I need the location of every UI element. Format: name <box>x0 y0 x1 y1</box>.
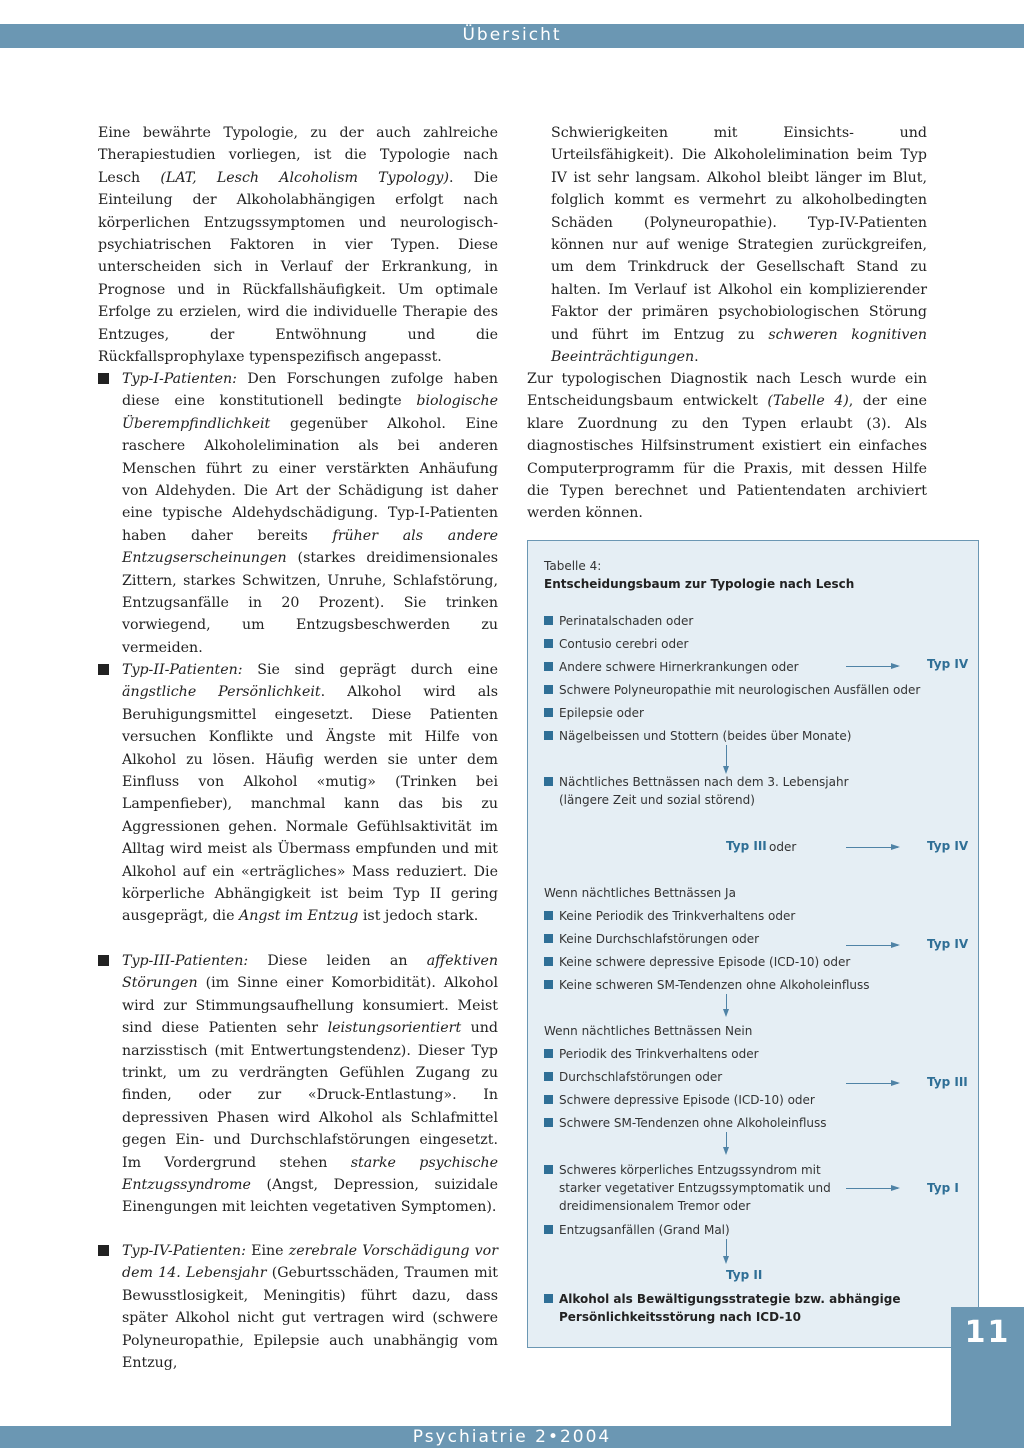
list-item: Keine Periodik des Trinkverhaltens oder <box>544 909 795 924</box>
bullet-square-icon <box>544 616 553 625</box>
oder-label: oder <box>769 840 797 854</box>
arrow-right-icon <box>846 1188 898 1189</box>
table-caption: Tabelle 4: <box>544 559 602 573</box>
type-label-i: Typ I <box>927 1181 959 1195</box>
list-item: Epilepsie oder <box>544 706 644 721</box>
bullet-square-icon <box>544 1095 553 1104</box>
arrow-right-icon <box>846 945 898 946</box>
group-heading: Wenn nächtliches Bettnässen Ja <box>544 886 736 900</box>
bullet-square-icon <box>98 955 109 966</box>
typ4-continuation: Schwierigkeiten mit Einsichts- und Urteilsfähigkeit). Die Alkoholelimination beim Typ IV ist sehr langsam. Alkohol bleibt länger im Blut, folglich kommt es vermehrt zu alkoholbedingten Schäden (Polyneuropathie). Typ-IV-Patienten können nur auf wenige Strategien zurückgreifen, um dem Trinkdruck der Gesellschaft Stand zu halten. Im Verlauf ist Alkohol ein komplizierender Faktor der primären psychobiologischen Störung und führt im Entzug zu schweren kognitiven Beeinträchtigungen. <box>551 125 927 366</box>
type-label-iii: Typ III <box>726 839 767 853</box>
arrow-down-icon <box>726 745 727 771</box>
bullet-square-icon <box>544 911 553 920</box>
type-label-iv: Typ IV <box>927 839 969 853</box>
type-label-iv: Typ IV <box>927 657 969 671</box>
bullet-square-icon <box>544 957 553 966</box>
journal-title: Psychiatrie 2•2004 <box>412 1427 612 1447</box>
list-item-continuation: (längere Zeit und sozial störend) <box>559 793 755 807</box>
arrow-down-icon <box>726 994 727 1014</box>
footer-bar <box>0 1426 1024 1448</box>
list-item: Schwere Polyneuropathie mit neurologischen Ausfällen oder <box>544 683 920 698</box>
arrow-right-icon <box>846 666 898 667</box>
typ3-paragraph: Typ-III-Patienten: Diese leiden an affektiven Störungen (im Sinne einer Komorbidität). Alkohol wird zur Stimmungsaufhellung konsumiert. Meist sind diese Patienten sehr leistungsorientiert und narzisstisch (mit Entwertungstendenz). Dieser Typ trinkt, um zu verdrängten Gefühlen Zugang zu finden, oder zur «Druck-Entlastung». In depressiven Phasen wird Alkohol als Schlafmittel gegen Ein- und Durchschlafstörungen eingesetzt. Im Vordergrund stehen starke psychische Entzugssyndrome (Angst, Depression, suizidale Einengungen mit leichten vegetativen Symptomen). <box>98 950 498 1219</box>
arrow-down-icon <box>726 1132 727 1152</box>
typ1-paragraph: Typ-I-Patienten: Den Forschungen zufolge haben diese eine konstitutionell bedingte biologische Überempfindlichkeit gegenüber Alkohol. Eine raschere Alkoholelimination als bei anderen Menschen führt zu einer verstärkten Anhäufung von Aldehyden. Die Art der Schädigung ist daher eine typische Aldehydschädigung. Typ-I-Patienten haben daher bereits früher als andere Entzugserscheinungen (starkes dreidimensionales Zittern, starkes Schwitzen, Unruhe, Schlafstörung, Entzugsanfälle in 20 Prozent). Sie trinken vorwiegend, um Entzugsbeschwerden zu vermeiden. <box>98 368 498 659</box>
list-item: Perinatalschaden oder <box>544 614 693 629</box>
bullet-square-icon <box>544 639 553 648</box>
type-label-ii: Typ II <box>726 1268 763 1282</box>
typ4-paragraph: Typ-IV-Patienten: Eine zerebrale Vorschädigung vor dem 14. Lebensjahr (Geburtsschäden, Traumen mit Bewusstlosigkeit, Meningitis) führt dazu, dass später Alkohol nicht gut vertragen wird (schwere Polyneuropathie, Epilepsie auch unabhängig vom Entzug, <box>98 1240 498 1374</box>
list-item: Nägelbeissen und Stottern (beides über Monate) <box>544 729 851 744</box>
bullet-square-icon <box>544 1118 553 1127</box>
bullet-square-icon <box>544 777 553 786</box>
bullet-square-icon <box>544 685 553 694</box>
type-label-iii: Typ III <box>927 1075 968 1089</box>
list-item: Periodik des Trinkverhaltens oder <box>544 1047 759 1062</box>
bullet-square-icon <box>544 1049 553 1058</box>
bullet-square-icon <box>544 731 553 740</box>
page-number-tab <box>951 1307 1024 1426</box>
list-item: Nächtliches Bettnässen nach dem 3. Lebensjahr <box>544 775 849 790</box>
typ2-paragraph: Typ-II-Patienten: Sie sind geprägt durch eine ängstliche Persönlichkeit. Alkohol wird als Beruhigungsmittel eingesetzt. Diese Patienten versuchen Konflikte und Ängste mit Hilfe von Alkohol zu lösen. Häufig werden sie unter dem Einfluss von Alkohol «mutig» (Trinken bei Lampenfieber), manchmal kann das bis zu Aggressionen gehen. Normale Gefühlsaktivität im Alltag wird meist als Übermass empfunden und mit Alkohol auf ein «erträgliches» Mass reduziert. Die körperliche Abhängigkeit ist beim Typ II gering ausgeprägt, die Angst im Entzug ist jedoch stark. <box>98 659 498 928</box>
list-item: Schwere SM-Tendenzen ohne Alkoholeinfluss <box>544 1116 827 1131</box>
group-heading: Wenn nächtliches Bettnässen Nein <box>544 1024 753 1038</box>
page-number: 11 <box>964 1315 1011 1350</box>
type-label-iv: Typ IV <box>927 937 969 951</box>
list-item: Andere schwere Hirnerkrankungen oder <box>544 660 799 675</box>
bullet-square-icon <box>544 980 553 989</box>
list-item: Keine schwere depressive Episode (ICD-10) oder <box>544 955 850 970</box>
diagnostics-paragraph: Zur typologischen Diagnostik nach Lesch wurde ein Entscheidungsbaum entwickelt (Tabelle 4), der eine klare Zuordnung zu den Typen erlaubt (3). Als diagnostisches Hilfsinstrument existiert ein einfaches Computerprogramm für die Praxis, mit dessen Hilfe die Typen berechnet und Patientendaten archiviert werden können. <box>527 371 927 522</box>
list-item: Contusio cerebri oder <box>544 637 688 652</box>
list-item-continuation: dreidimensionalem Tremor oder <box>559 1199 751 1213</box>
bullet-square-icon <box>544 1165 553 1174</box>
intro-paragraph: Eine bewährte Typologie, zu der auch zahlreiche Therapiestudien vorliegen, ist die Typologie nach Lesch (LAT, Lesch Alcoholism Typology). Die Einteilung der Alkoholabhängigen erfolgt nach körperlichen Entzugssymptomen und neurologisch-psychiatrischen Faktoren in vier Typen. Diese unterscheiden sich in Verlauf der Erkrankung, in Prognose und in Rückfallshäufigkeit. Um optimale Erfolge zu erzielen, wird die individuelle Therapie des Entzuges, der Entwöhnung und die Rückfallsprophylaxe typenspezifisch angepasst. <box>98 125 498 366</box>
bullet-square-icon <box>544 1072 553 1081</box>
bullet-square-icon <box>98 1245 109 1256</box>
bullet-square-icon <box>544 662 553 671</box>
list-item-continuation: Persönlichkeitsstörung nach ICD-10 <box>559 1310 801 1324</box>
bullet-square-icon <box>544 1225 553 1234</box>
list-item: Keine Durchschlafstörungen oder <box>544 932 759 947</box>
decision-tree-table <box>527 540 979 1348</box>
list-item: Schweres körperliches Entzugssyndrom mit <box>544 1163 821 1178</box>
section-title: Übersicht <box>462 25 562 45</box>
bullet-square-icon <box>544 708 553 717</box>
table-title: Entscheidungsbaum zur Typologie nach Lesch <box>544 577 855 591</box>
bullet-square-icon <box>544 1294 553 1303</box>
bullet-square-icon <box>98 664 109 675</box>
bullet-square-icon <box>544 934 553 943</box>
header-bar <box>0 24 1024 48</box>
list-item-continuation: starker vegetativer Entzugssymptomatik und <box>559 1181 831 1195</box>
arrow-down-icon <box>726 1239 727 1261</box>
arrow-right-icon <box>846 1083 898 1084</box>
list-item: Alkohol als Bewältigungsstrategie bzw. abhängige <box>544 1292 900 1307</box>
list-item: Durchschlafstörungen oder <box>544 1070 722 1085</box>
list-item: Schwere depressive Episode (ICD-10) oder <box>544 1093 815 1108</box>
list-item: Entzugsanfällen (Grand Mal) <box>544 1223 730 1238</box>
list-item: Keine schweren SM-Tendenzen ohne Alkoholeinfluss <box>544 978 870 993</box>
bullet-square-icon <box>98 373 109 384</box>
arrow-right-icon <box>846 847 898 848</box>
